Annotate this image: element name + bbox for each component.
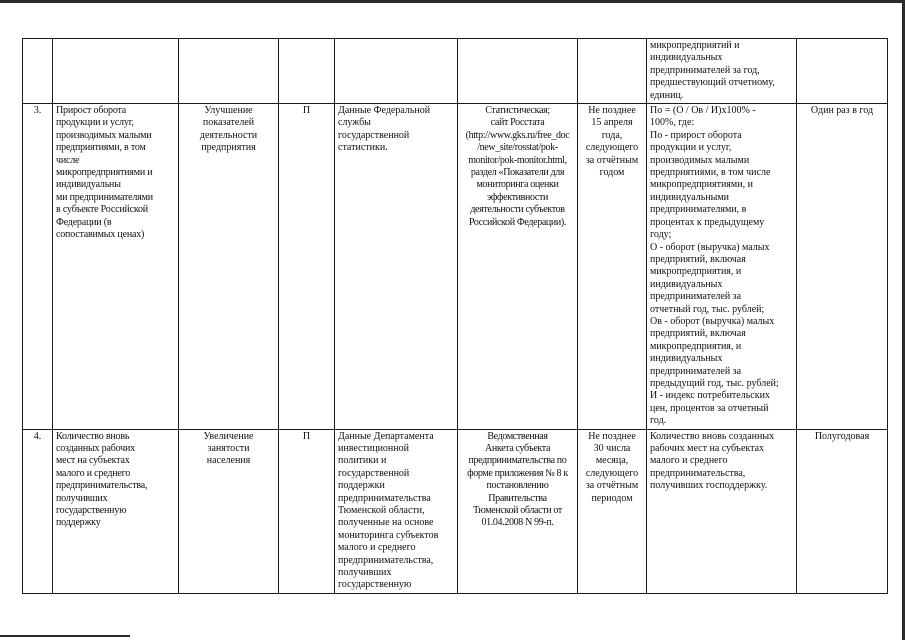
cell-type — [279, 39, 335, 104]
cell-purpose: Увеличение занятости населения — [179, 429, 279, 593]
cell-source: Данные Департамента инвестиционной политики и государственной поддержки предпринимательства Тюменской области, полученные на основе мониторинга субъектов малого и среднего предпринимательства, получивших государственную — [335, 429, 458, 593]
cell-purpose: Улучшение показателей деятельности предприятия — [179, 104, 279, 430]
cell-frequency — [797, 39, 888, 104]
table-row — [23, 429, 888, 593]
cell-formula: микропредприятий и индивидуальных предпринимателей за год, предшествующий отчетному, единиц. — [647, 39, 797, 104]
page-border-top — [0, 0, 905, 3]
cell-indicator: Количество вновь созданных рабочих мест на субъектах малого и среднего предпринимательства, получивших государственную поддержку — [53, 429, 179, 593]
table-row-continued — [23, 39, 888, 104]
cell-source — [335, 39, 458, 104]
cell-num — [23, 39, 53, 104]
cell-deadline: Не позднее 30 числа месяца, следующего за отчётным периодом — [578, 429, 647, 593]
cell-num: 4. — [23, 429, 53, 593]
cell-frequency: Один раз в год — [797, 104, 888, 430]
cell-source: Данные Федеральной службы государственной статистики. — [335, 104, 458, 430]
cell-form: Статистическая; сайт Росстата (http://www.gks.ru/free_doc /new_site/rosstat/pok- monitor/pok-monitor.html, раздел «Показатели для мониторинга оценки эффективности деятельности субъектов Российской Федерации). — [458, 104, 578, 430]
cell-formula: По = (О / Ов / И)х100% - 100%, где: По - прирост оборота продукции и услуг, производимых малыми предприятиями, в том числе микропредприятиями, и индивидуальными предпринимателями, в процентах к предыдущему году; О - оборот (выручка) малых предприятий, включая микропредприятия, и индивидуальных предпринимателей за отчетный год, тыс. рублей; Ов - оборот (выручка) малых предприятий, включая микропредприятия, и индивидуальных предпринимателей за предыдущий год, тыс. рублей; И - индекс потребительских цен, процентов за отчетный год. — [647, 104, 797, 430]
cell-frequency: Полугодовая — [797, 429, 888, 593]
cell-form — [458, 39, 578, 104]
table-row — [23, 104, 888, 430]
cell-type: П — [279, 429, 335, 593]
cell-num: 3. — [23, 104, 53, 430]
cell-indicator — [53, 39, 179, 104]
cell-type: П — [279, 104, 335, 430]
cell-purpose — [179, 39, 279, 104]
cell-indicator: Прирост оборота продукции и услуг, производимых малыми предприятиями, в том числе микропредприятиями и индивидуальны ми предпринимателями в субъекте Российской Федерации (в сопоставимых ценах) — [53, 104, 179, 430]
cell-formula: Количество вновь созданных рабочих мест на субъектах малого и среднего предпринимательства, получивших господдержку. — [647, 429, 797, 593]
cell-deadline — [578, 39, 647, 104]
indicators-table — [22, 38, 888, 594]
cell-deadline: Не позднее 15 апреля года, следующего за отчётным годом — [578, 104, 647, 430]
cell-form: Ведомственная Анкета субъекта предпринимательства по форме приложения № 8 к постановлению Правительства Тюменской области от 01.04.2008 N 99-п. — [458, 429, 578, 593]
page-mark-bottom — [0, 635, 130, 637]
